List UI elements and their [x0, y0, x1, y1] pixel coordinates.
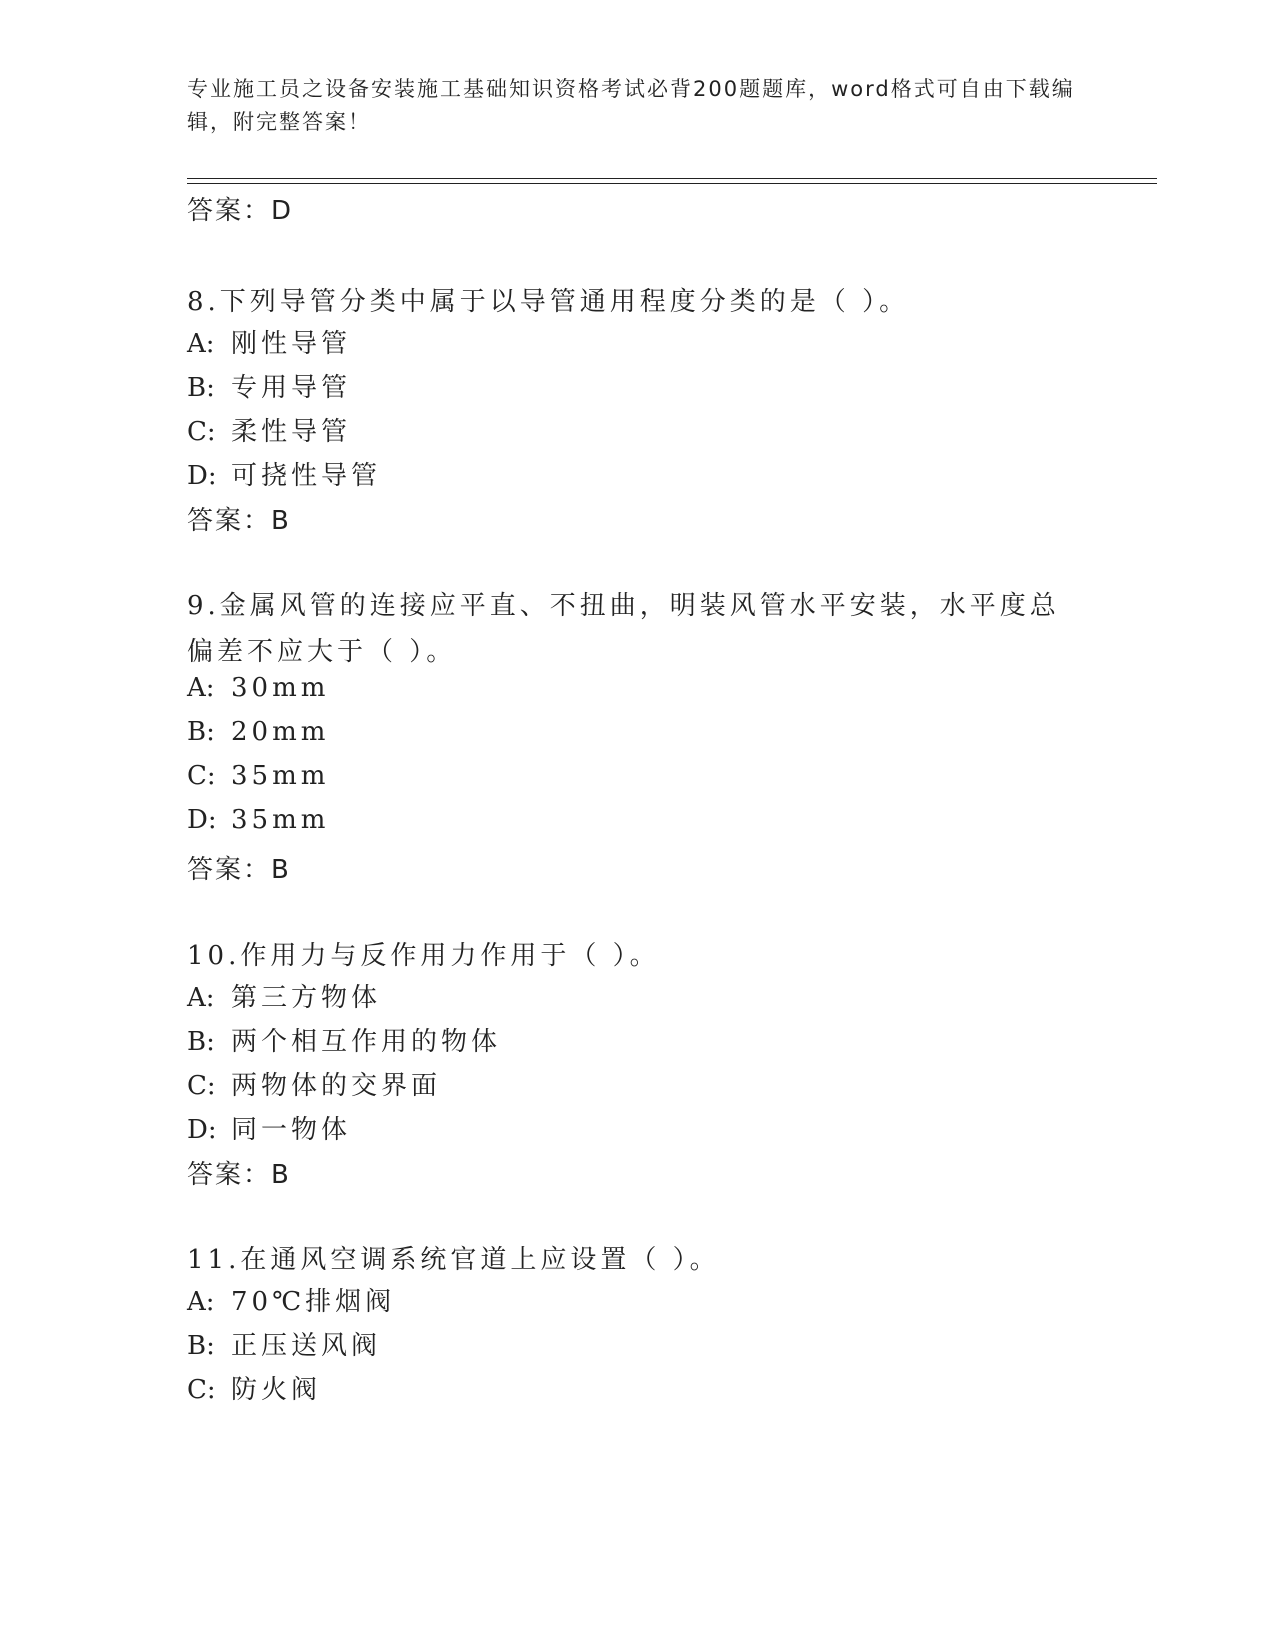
document-header: 专业施工员之设备安装施工基础知识资格考试必背200题题库，word格式可自由下载编辑，附完整答案！: [187, 77, 1075, 134]
option-text: 专用导管: [231, 373, 352, 403]
header-divider-bottom: [187, 183, 1157, 184]
option-letter: C:: [187, 1375, 216, 1405]
option-letter: B:: [187, 373, 215, 403]
option-letter: B:: [187, 1027, 215, 1057]
option-text: 20mm: [231, 717, 330, 747]
option-text: 正压送风阀: [231, 1331, 382, 1361]
answer: 答案：B: [187, 1160, 291, 1190]
option-text: 第三方物体: [231, 983, 382, 1013]
question-stem: 10.作用力与反作用力作用于（ ）。: [187, 941, 660, 971]
option: [187, 673, 329, 703]
option: [187, 805, 329, 835]
option-text: 两个相互作用的物体: [231, 1027, 502, 1057]
option-letter: D:: [187, 805, 217, 835]
option: [187, 1281, 395, 1318]
option-letter: D:: [187, 461, 217, 491]
option-text: 柔性导管: [231, 417, 352, 447]
option-letter: D:: [187, 1115, 217, 1145]
option-text: 35mm: [231, 761, 330, 791]
option: [187, 1021, 501, 1058]
answer: 答案：B: [187, 506, 291, 536]
option: [187, 761, 329, 791]
option-letter: B:: [187, 717, 215, 747]
option: [187, 1369, 321, 1406]
option-text: 防火阀: [231, 1375, 322, 1405]
answer: 答案：B: [187, 855, 291, 885]
option-text: 同一物体: [231, 1115, 352, 1145]
option-letter: A:: [187, 329, 215, 359]
option-letter: A:: [187, 1287, 215, 1317]
option: [187, 323, 351, 360]
option-text: 70℃排烟阀: [231, 1287, 396, 1317]
question-stem: 11.在通风空调系统官道上应设置（ ）。: [187, 1245, 720, 1275]
option-letter: C:: [187, 761, 216, 791]
option-text: 30mm: [231, 673, 330, 703]
option: [187, 455, 381, 492]
option: [187, 411, 351, 448]
header-divider-top: [187, 178, 1157, 179]
option-letter: A:: [187, 673, 215, 703]
prev-answer: 答案：D: [187, 196, 294, 226]
option-letter: A:: [187, 983, 215, 1013]
option-text: 两物体的交界面: [231, 1071, 442, 1101]
option-letter: B:: [187, 1331, 215, 1361]
option: [187, 1325, 381, 1362]
option-letter: C:: [187, 1071, 216, 1101]
option-letter: C:: [187, 417, 216, 447]
option: [187, 977, 381, 1014]
option-text: 可挠性导管: [231, 461, 382, 491]
option: [187, 717, 329, 747]
option: [187, 1065, 441, 1102]
option-text: 35mm: [231, 805, 330, 835]
option-text: 刚性导管: [231, 329, 352, 359]
option: [187, 1109, 351, 1146]
question-stem: 8.下列导管分类中属于以导管通用程度分类的是（ ）。: [187, 287, 910, 317]
question-stem: 9.金属风管的连接应平直、不扭曲，明装风管水平安装，水平度总偏差不应大于（ ）。: [187, 591, 1060, 667]
option: [187, 367, 351, 404]
